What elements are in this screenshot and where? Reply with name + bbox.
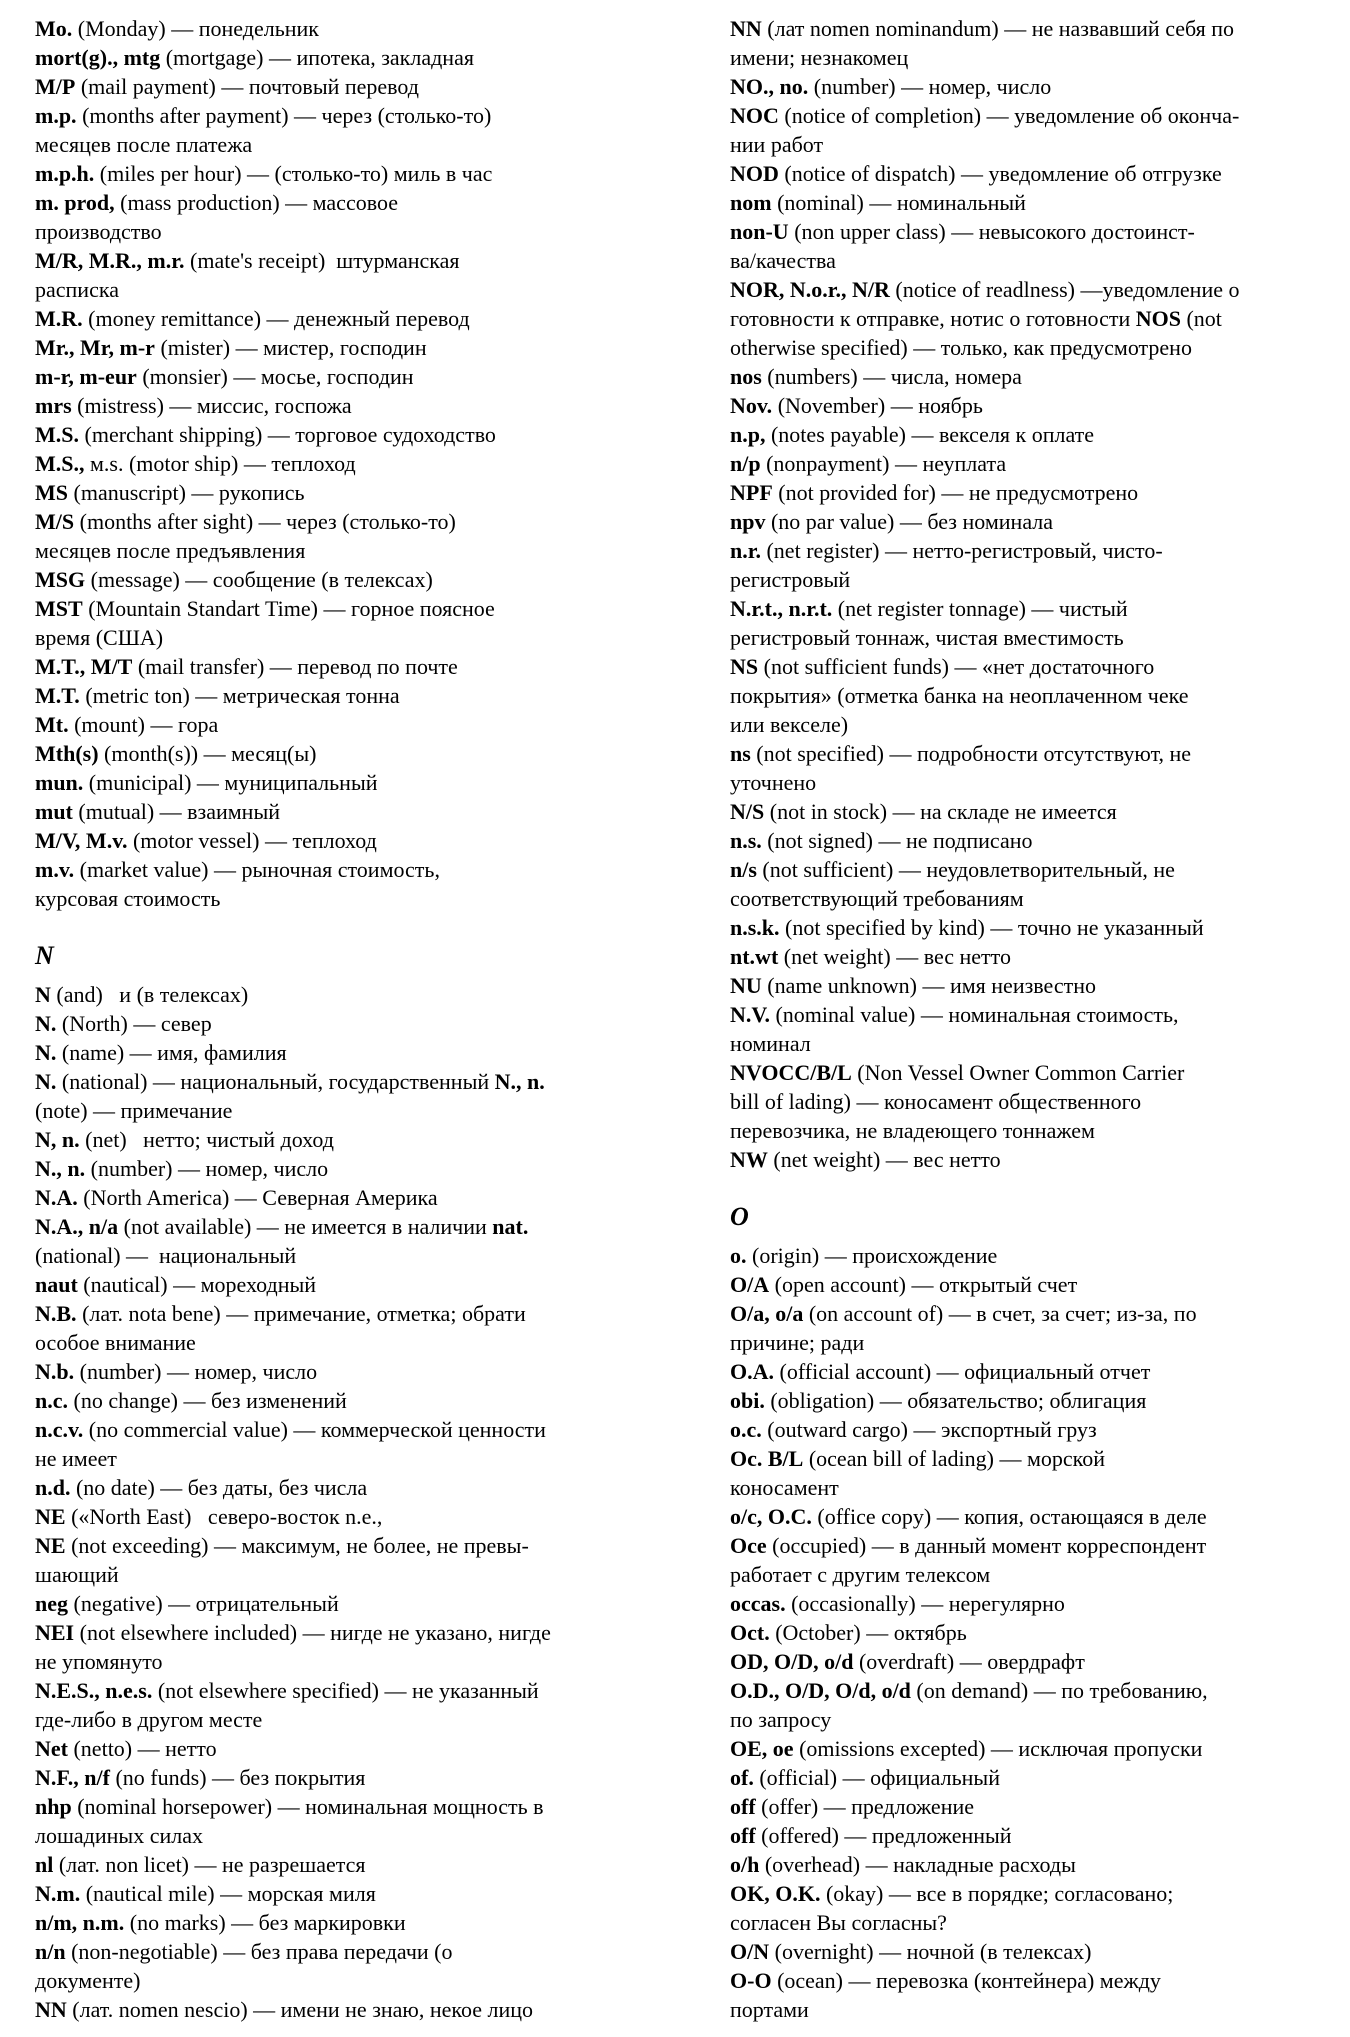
- dictionary-entry: N. (name) — имя, фамилия: [35, 1040, 287, 1065]
- dictionary-entry: OD, O/D, o/d (overdraft) — овердрафт: [730, 1649, 1085, 1674]
- dictionary-entry: o.c. (outward cargo) — экспортный груз: [730, 1417, 1097, 1442]
- dictionary-entry: occas. (occasionally) — нерегулярно: [730, 1591, 1065, 1616]
- dictionary-entry: O-O (ocean) — перевозка (контейнера) между портами: [730, 1968, 1161, 2022]
- dictionary-entry: N. (North) — север: [35, 1011, 212, 1036]
- dictionary-entry: n.c.v. (no commercial value) — коммерческой ценности не имеет: [35, 1417, 546, 1471]
- dictionary-entry: n.c. (no change) — без изменений: [35, 1388, 347, 1413]
- dictionary-entry: N/S (not in stock) — на складе не имеется: [730, 799, 1117, 824]
- dictionary-entry: neg (negative) — отрицательный: [35, 1591, 339, 1616]
- dictionary-entry: Nov. (November) — ноябрь: [730, 393, 983, 418]
- dictionary-entry: NN (лат nomen nominandum) — не назвавший себя по имени; незнакомец: [730, 16, 1235, 70]
- dictionary-entry: nt.wt (net weight) — вес нетто: [730, 944, 1011, 969]
- dictionary-entry: m.p. (months after payment) — через (столько-то) месяцев после платежа: [35, 103, 492, 157]
- dictionary-entry: non-U (non upper class) — невысокого достоинст- ва/качества: [730, 219, 1195, 273]
- dictionary-entry: NOD (notice of dispatch) — уведомление об отгрузке: [730, 161, 1222, 186]
- dictionary-entry: m.v. (market value) — рыночная стоимость, курсовая стоимость: [35, 857, 440, 911]
- dictionary-entry: N.E.S., n.e.s. (not elsewhere specified) — не указанный где-либо в другом месте: [35, 1678, 539, 1732]
- dictionary-entry: NW (net weight) — вес нетто: [730, 1147, 1001, 1172]
- dictionary-entry: m.p.h. (miles per hour) — (столько-то) миль в час: [35, 161, 493, 186]
- dictionary-entry: o/h (overhead) — накладные расходы: [730, 1852, 1076, 1877]
- dictionary-entry: nl (лат. non licet) — не разрешается: [35, 1852, 366, 1877]
- dictionary-entry: M/R, M.R., m.r. (mate's receipt) штурманская расписка: [35, 248, 460, 302]
- dictionary-entry: N (and) и (в телексах): [35, 982, 249, 1007]
- dictionary-entry: mrs (mistress) — миссис, госпожа: [35, 393, 352, 418]
- dictionary-entry: n.r. (net register) — нетто-регистровый, чисто- регистровый: [730, 538, 1163, 592]
- dictionary-entry: nom (nominal) — номинальный: [730, 190, 1026, 215]
- dictionary-entry: Net (netto) — нетто: [35, 1736, 217, 1761]
- dictionary-entry: O.D., O/D, O/d, o/d (on demand) — по требованию, по запросу: [730, 1678, 1208, 1732]
- dictionary-entry: n.s. (not signed) — не подписано: [730, 828, 1033, 853]
- dictionary-entry: mort(g)., mtg (mortgage) — ипотека, закладная: [35, 45, 474, 70]
- dictionary-entry: OE, oe (omissions excepted) — исключая пропуски: [730, 1736, 1203, 1761]
- dictionary-entry: obi. (obligation) — обязательство; облигация: [730, 1388, 1147, 1413]
- dictionary-entry: naut (nautical) — мореходный: [35, 1272, 317, 1297]
- dictionary-entry: N.r.t., n.r.t. (net register tonnage) — чистый регистровый тоннаж, чистая вместимость: [730, 596, 1128, 650]
- dictionary-entry: nhp (nominal horsepower) — номинальная мощность в лошадиных силах: [35, 1794, 544, 1848]
- dictionary-entry: NVOCC/B/L (Non Vessel Owner Common Carrier bill of lading) — коносамент общественного перевозчика, не владеющего тоннажем: [730, 1060, 1185, 1143]
- dictionary-entry: Oct. (October) — октябрь: [730, 1620, 967, 1645]
- dictionary-entry: N, n. (net) нетто; чистый доход: [35, 1127, 334, 1152]
- dictionary-entry: of. (official) — официальный: [730, 1765, 1000, 1790]
- dictionary-entry: o. (origin) — происхождение: [730, 1243, 998, 1268]
- dictionary-entry: MS (manuscript) — рукопись: [35, 480, 305, 505]
- dictionary-entry: off (offered) — предложенный: [730, 1823, 1012, 1848]
- section-heading-n: N: [35, 941, 54, 970]
- dictionary-entry: Oce (occupied) — в данный момент корреспондент работает с другим телексом: [730, 1533, 1207, 1587]
- dictionary-entry: npv (no par value) — без номинала: [730, 509, 1054, 534]
- dictionary-entry: off (offer) — предложение: [730, 1794, 975, 1819]
- dictionary-entry: n.d. (no date) — без даты, без числа: [35, 1475, 368, 1500]
- dictionary-entry: N.A. (North America) — Северная Америка: [35, 1185, 438, 1210]
- dictionary-entry: nos (numbers) — числа, номера: [730, 364, 1022, 389]
- dictionary-entry: N.F., n/f (no funds) — без покрытия: [35, 1765, 366, 1790]
- dictionary-entry: N.m. (nautical mile) — морская миля: [35, 1881, 376, 1906]
- dictionary-entry: N.B. (лат. nota bene) — примечание, отметка; обрати особое внимание: [35, 1301, 526, 1355]
- dictionary-entry: m-r, m-eur (monsier) — мосье, господин: [35, 364, 414, 389]
- dictionary-entry: NN (лат. nomen nescio) — имени не знаю, некое лицо: [35, 1997, 534, 2022]
- dictionary-entry: M.S., м.s. (motor ship) — теплоход: [35, 451, 356, 476]
- dictionary-entry: Mr., Mr, m-r (mister) — мистер, господин: [35, 335, 427, 360]
- dictionary-entry: M.T. (metric ton) — метрическая тонна: [35, 683, 400, 708]
- dictionary-entry: O/A (open account) — открытый счет: [730, 1272, 1078, 1297]
- dictionary-entry: o/c, O.C. (office copy) — копия, остающаяся в деле: [730, 1504, 1207, 1529]
- dictionary-entry: NS (not sufficient funds) — «нет достаточного покрытия» (отметка банка на неоплаченном чеке или векселе): [730, 654, 1189, 737]
- dictionary-entry: Mo. (Monday) — понедельник: [35, 16, 319, 41]
- dictionary-entry: n.s.k. (not specified by kind) — точно не указанный: [730, 915, 1204, 940]
- dictionary-entry: NEI (not elsewhere included) — нигде не указано, нигде не упомянуто: [35, 1620, 551, 1674]
- dictionary-entry: NU (name unknown) — имя неизвестно: [730, 973, 1097, 998]
- dictionary-column-left: [35, 14, 730, 2037]
- dictionary-entry: M.S. (merchant shipping) — торговое судоходство: [35, 422, 496, 447]
- dictionary-entry: n/n (non-negotiable) — без права передачи (о документе): [35, 1939, 453, 1993]
- dictionary-entry: NOR, N.o.r., N/R (notice of readlness) —уведомление о готовности к отправке, нотис о готовности NOS (not otherwise specified) — только, как предусмотрено: [730, 277, 1240, 360]
- dictionary-entry: Mth(s) (month(s)) — месяц(ы): [35, 741, 317, 766]
- dictionary-entry: O.A. (official account) — официальный отчет: [730, 1359, 1151, 1384]
- dictionary-entry: n/s (not sufficient) — неудовлетворительный, не соответствующий требованиям: [730, 857, 1175, 911]
- dictionary-entry: N. (national) — национальный, государственный N., n. (note) — примечание: [35, 1069, 545, 1123]
- dictionary-entry: ns (not specified) — подробности отсутствуют, не уточнено: [730, 741, 1192, 795]
- dictionary-column-right: [730, 14, 1315, 2037]
- dictionary-entry: O/a, o/a (on account of) — в счет, за счет; из-за, по причине; ради: [730, 1301, 1197, 1355]
- dictionary-entry: MSG (message) — сообщение (в телексах): [35, 567, 433, 592]
- dictionary-entry: O/N (overnight) — ночной (в телексах): [730, 1939, 1092, 1964]
- dictionary-entry: m. prod, (mass production) — массовое производство: [35, 190, 398, 244]
- section-heading-o: O: [730, 1202, 749, 1231]
- dictionary-entry: Oc. B/L (ocean bill of lading) — морской коносамент: [730, 1446, 1105, 1500]
- dictionary-entry: OK, O.K. (okay) — все в порядке; согласовано; согласен Вы согласны?: [730, 1881, 1174, 1935]
- dictionary-entry: M/V, M.v. (motor vessel) — теплоход: [35, 828, 377, 853]
- dictionary-entry: MST (Mountain Standart Time) — горное поясное время (США): [35, 596, 495, 650]
- dictionary-entry: NE (not exceeding) — максимум, не более, не превы- шающий: [35, 1533, 529, 1587]
- dictionary-entry: NPF (not provided for) — не предусмотрено: [730, 480, 1139, 505]
- dictionary-entry: Mt. (mount) — гора: [35, 712, 219, 737]
- dictionary-entry: M.R. (money remittance) — денежный перевод: [35, 306, 470, 331]
- dictionary-entry: M/S (months after sight) — через (столько-то) месяцев после предъявления: [35, 509, 456, 563]
- dictionary-entry: N., n. (number) — номер, число: [35, 1156, 329, 1181]
- dictionary-entry: M/P (mail payment) — почтовый перевод: [35, 74, 419, 99]
- dictionary-entry: n/p (nonpayment) — неуплата: [730, 451, 1007, 476]
- dictionary-entry: n/m, n.m. (no marks) — без маркировки: [35, 1910, 406, 1935]
- dictionary-entry: N.b. (number) — номер, число: [35, 1359, 318, 1384]
- dictionary-entry: mut (mutual) — взаимный: [35, 799, 281, 824]
- dictionary-entry: NO., no. (number) — номер, число: [730, 74, 1052, 99]
- dictionary-entry: mun. (municipal) — муниципальный: [35, 770, 378, 795]
- dictionary-entry: M.T., M/T (mail transfer) — перевод по почте: [35, 654, 458, 679]
- dictionary-entry: N.A., n/a (not available) — не имеется в наличии nat. (national) — национальный: [35, 1214, 529, 1268]
- dictionary-entry: NOC (notice of completion) — уведомление об оконча- нии работ: [730, 103, 1240, 157]
- dictionary-entry: N.V. (nominal value) — номинальная стоимость, номинал: [730, 1002, 1179, 1056]
- dictionary-entry: n.p, (notes payable) — векселя к оплате: [730, 422, 1095, 447]
- dictionary-entry: NE («North East) северо-восток n.e.,: [35, 1504, 383, 1529]
